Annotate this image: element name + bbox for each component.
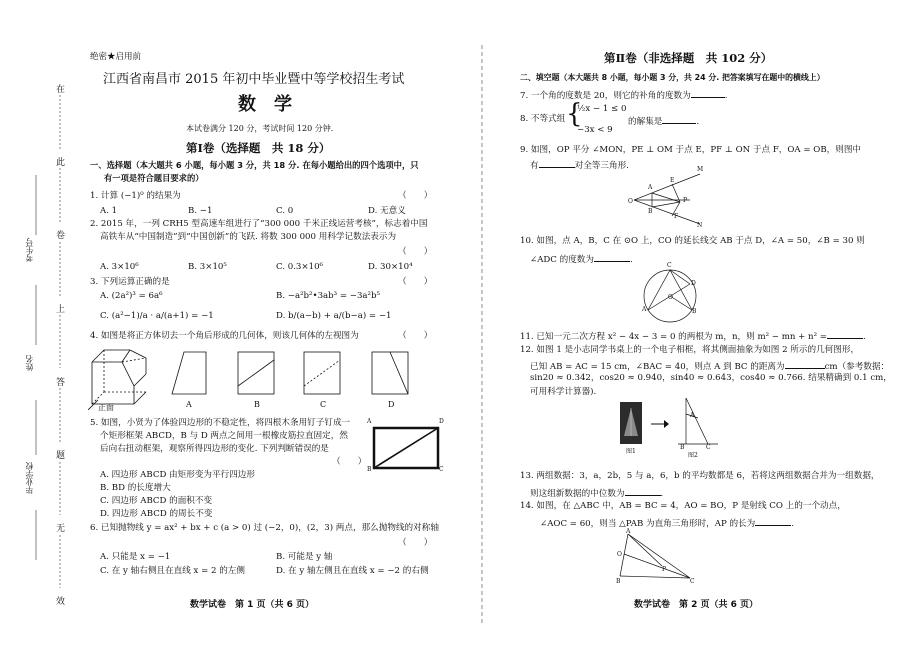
q13-text: 则这组新数据的中位数为 — [530, 489, 625, 499]
q9-answer-blank[interactable] — [539, 158, 575, 168]
margin-char: 无 — [56, 524, 66, 534]
exam-note: 本试卷满分 120 分，考试时间 120 分钟. — [186, 124, 334, 133]
q4-stem: 4. 如图是将正方体切去一个角后形成的几何体，则该几何体的左视图为 — [90, 331, 359, 341]
q4-option-b: B — [254, 400, 260, 409]
q14-label-o: O — [617, 551, 622, 558]
q5-option-d: D. 四边形 ABCD 的周长不变 — [100, 509, 213, 519]
margin-char: 此 — [56, 158, 66, 168]
q9-label-n: N — [697, 222, 703, 229]
q4-option-d: D — [388, 400, 395, 409]
q5-option-a: A. 四边形 ABCD 由矩形变为平行四边形 — [100, 470, 255, 480]
q5-answer-bracket: （ ） — [332, 457, 367, 467]
q8-period: . — [696, 117, 700, 127]
q3-option-c: C. (a²−1)/a · a/(a+1) = −1 — [100, 311, 214, 321]
q1-option-c: C. 0 — [276, 206, 294, 216]
q12-text-tail: cm（参考数据： — [824, 362, 890, 372]
q2-stem: 2. 2015 年，一列 CRH5 型高速车组进行了“300 000 千米正线运营考核”，标志着中国 — [90, 219, 428, 229]
q14-label-p: P — [662, 566, 667, 573]
q7-period: . — [724, 91, 728, 101]
q10-label-d: D — [691, 280, 696, 287]
q3-option-a: A. (2a²)³ = 6a⁶ — [100, 291, 163, 301]
q9-text-tail: 对全等三角形. — [574, 161, 629, 171]
q9-label-m: M — [697, 166, 704, 173]
q6-option-d: D. 在 y 轴左侧且在直线 x = −2 的右侧 — [276, 566, 429, 576]
q9-label-f: F — [674, 213, 679, 220]
subject-title: 数 学 — [238, 94, 292, 115]
q5-stem: 5. 如图，小贤为了体验四边形的不稳定性，将四根木条用钉子钉成一 — [90, 418, 351, 428]
q5-option-b: B. BD 的长度增大 — [100, 483, 171, 493]
q14-figure — [616, 530, 696, 590]
q7-stem — [520, 88, 727, 102]
margin-lines — [0, 0, 80, 650]
q14-text: ∠AOC = 60，则当 △PAB 为直角三角形时，AP 的长为 — [540, 519, 756, 529]
page1-footer: 数学试卷 第 1 页（共 6 页） — [190, 600, 315, 610]
q9-label-b: B — [648, 208, 653, 215]
q10-label-a: A — [642, 306, 647, 313]
margin-char: 题 — [56, 451, 66, 461]
candidate-number-label: 考生号 — [25, 238, 34, 262]
name-label: 姓名 — [25, 355, 34, 371]
q5-label-d: D — [439, 418, 444, 425]
q12-answer-blank[interactable] — [785, 359, 825, 369]
q10-label-o: O — [668, 294, 673, 301]
q5-stem-cont1: 个矩形框架 ABCD，B 与 D 两点之间用一根橡皮筋拉直固定，然 — [100, 431, 348, 441]
q2-option-d: D. 30×10⁴ — [368, 262, 413, 272]
q10-label-b: B — [692, 308, 697, 315]
q13-answer-blank[interactable] — [625, 486, 661, 496]
q5-option-c: C. 四边形 ABCD 的面积不变 — [100, 496, 213, 506]
q2-answer-bracket: （ ） — [398, 247, 433, 257]
part1-title: 第Ⅰ卷（选择题 共 18 分） — [186, 141, 331, 155]
school-label: 毕业学校 — [25, 462, 34, 494]
q12-stem-cont3: 可用科学计算器). — [530, 387, 597, 397]
part1-instruction: 一、选择题（本大题共 6 小题，每小题 3 分，共 18 分. 在每小题给出的四个选项中，只 — [90, 160, 419, 170]
q12-label-c: C — [706, 444, 711, 451]
part1-instruction-cont: 有一项是符合题目要求的） — [104, 173, 204, 183]
q13-stem: 13. 两组数据：3，a，2b，5 与 a，6，b 的平均数都是 6，若将这两组数据合并为一组数据， — [520, 471, 880, 481]
q14-label-a: A — [626, 528, 631, 535]
q4-front-label: 正面 — [98, 403, 114, 412]
part2-instruction: 二、填空题（本大题共 8 小题，每小题 3 分，共 24 分. 把答案填写在题中的横线上） — [520, 73, 825, 82]
q3-option-b: B. −a²b²•3ab³ = −3a²b⁵ — [276, 291, 380, 301]
q12-text: 已知 AB = AC = 15 cm，∠BAC = 40，则点 A 到 BC 的距离为 — [530, 362, 785, 372]
q12-stem-cont1 — [530, 359, 889, 373]
q5-figure — [366, 418, 444, 478]
q5-label-b: B — [367, 466, 372, 473]
margin-char: 在 — [56, 85, 66, 95]
q3-option-d: D. b/(a−b) + a/(b−a) = −1 — [276, 311, 392, 321]
q12-fig2 — [676, 396, 720, 450]
exam-title: 江西省南昌市 2015 年初中毕业暨中等学校招生考试 — [103, 72, 405, 87]
q10-period: . — [629, 255, 633, 265]
arrow-icon — [650, 418, 670, 430]
q5-stem-cont2: 后向右扭动框架，观察所得四边形的变化. 下列判断错误的是 — [100, 444, 329, 454]
q3-stem: 3. 下列运算正确的是 — [90, 277, 170, 287]
q14-stem-cont — [540, 516, 794, 530]
q6-option-c: C. 在 y 轴右侧且在直线 x = 2 的左侧 — [100, 566, 246, 576]
q14-label-c: C — [690, 578, 695, 585]
q9-label-a: A — [648, 184, 653, 191]
q1-stem: 1. 计算 (−1)⁰ 的结果为 — [90, 191, 181, 201]
q6-stem: 6. 已知抛物线 y = ax² + bx + c (a > 0) 过 (−2，0)，(2，3) 两点，那么抛物线的对称轴 — [90, 523, 439, 533]
q11-stem — [520, 329, 866, 343]
q9-stem: 9. 如图，OP 平分 ∠MON，PE ⊥ OM 于点 E，PF ⊥ ON 于点 F，OA = OB，则图中 — [520, 145, 862, 155]
q8-inequality-2: −3x < 9 — [577, 125, 613, 135]
q14-stem: 14. 如图，在 △ABC 中，AB = BC = 4，AO = BO，P 是射线 CO 上的一个动点， — [520, 501, 846, 511]
q14-period: . — [791, 519, 794, 529]
margin-char: 卷 — [56, 231, 66, 241]
q9-stem-cont — [530, 158, 629, 172]
q14-label-b: B — [616, 578, 621, 585]
q9-label-p: P — [683, 197, 688, 204]
secret-mark: 绝密★启用前 — [90, 52, 142, 62]
q6-answer-bracket: （ ） — [398, 538, 433, 548]
q10-label-c: C — [667, 262, 672, 269]
q6-option-a: A. 只能是 x = −1 — [100, 552, 171, 562]
q4-option-c: C — [320, 400, 327, 409]
margin-char: 上 — [56, 305, 66, 315]
q11-answer-blank[interactable] — [827, 329, 863, 339]
q3-answer-bracket: （ ） — [398, 277, 433, 287]
q8-inequality-1: ½x − 1 ≤ 0 — [577, 104, 627, 114]
q12-stem-cont2: sin20 ≈ 0.342，cos20 ≈ 0.940，sin40 ≈ 0.643，cos40 ≈ 0.766. 结果精确到 0.1 cm， — [530, 373, 892, 383]
q9-text: 有 — [530, 161, 539, 171]
q12-fig2-caption: 图2 — [688, 452, 698, 459]
q5-label-a: A — [367, 418, 372, 425]
margin-char: 答 — [56, 378, 66, 388]
q9-label-o: O — [628, 198, 633, 205]
q10-text: ∠ADC 的度数为 — [530, 255, 594, 265]
q6-option-b: B. 可能是 y 轴 — [276, 552, 333, 562]
q2-option-b: B. 3×10⁵ — [188, 262, 227, 272]
page-divider — [481, 45, 485, 625]
part2-title: 第Ⅱ卷（非选择题 共 102 分） — [604, 51, 773, 65]
q13-stem-cont — [530, 486, 663, 500]
q5-label-c: C — [439, 466, 444, 473]
q14-answer-blank[interactable] — [755, 516, 791, 526]
q4-answer-bracket: （ ） — [398, 331, 433, 341]
q12-label-a: A — [690, 412, 695, 419]
q13-period: . — [660, 489, 664, 499]
q10-stem-cont — [530, 252, 633, 266]
q1-option-b: B. −1 — [188, 206, 213, 216]
q8-text: 的解集是 — [628, 117, 663, 127]
q1-option-d: D. 无意义 — [368, 206, 406, 216]
q12-label-b: B — [680, 444, 685, 451]
margin-char: 效 — [56, 597, 66, 607]
q2-option-a: A. 3×10⁶ — [100, 262, 139, 272]
q7-text: 7. 一个角的度数是 20，则它的补角的度数为 — [520, 91, 691, 101]
q2-option-c: C. 0.3×10⁶ — [276, 262, 323, 272]
q9-figure — [628, 170, 708, 226]
q1-option-a: A. 1 — [100, 206, 118, 216]
q8-brace: { — [566, 99, 583, 129]
q8-answer-blank[interactable] — [662, 114, 696, 124]
q10-stem: 10. 如图，点 A，B，C 在 ⊙O 上，CO 的延长线交 AB 于点 D，∠A = 50，∠B = 30 则 — [520, 236, 865, 246]
q11-text: 11. 已知一元二次方程 x² − 4x − 3 = 0 的两根为 m，n，则 m² − mn + n² = — [520, 332, 827, 342]
q12-photo — [620, 402, 642, 444]
q4-option-a: A — [186, 400, 192, 409]
q12-fig1-caption: 图1 — [626, 448, 636, 455]
q11-period: . — [862, 332, 866, 342]
q8-stem-tail — [628, 114, 699, 128]
q1-answer-bracket: （ ） — [398, 191, 433, 201]
q10-answer-blank[interactable] — [594, 252, 630, 262]
q7-answer-blank[interactable] — [691, 88, 725, 98]
q12-stem: 12. 如图 1 是小志同学书桌上的一个电子相框，将其侧面抽象为如图 2 所示的几何图形， — [520, 345, 860, 355]
q8-prefix: 8. 不等式组 — [520, 114, 566, 124]
page2-footer: 数学试卷 第 2 页（共 6 页） — [634, 600, 759, 610]
q2-stem-cont: 高铁车从“中国制造”到“中国创新”的飞跃. 将数 300 000 用科学记数法表示为 — [100, 232, 397, 242]
q9-label-e: E — [670, 177, 675, 184]
